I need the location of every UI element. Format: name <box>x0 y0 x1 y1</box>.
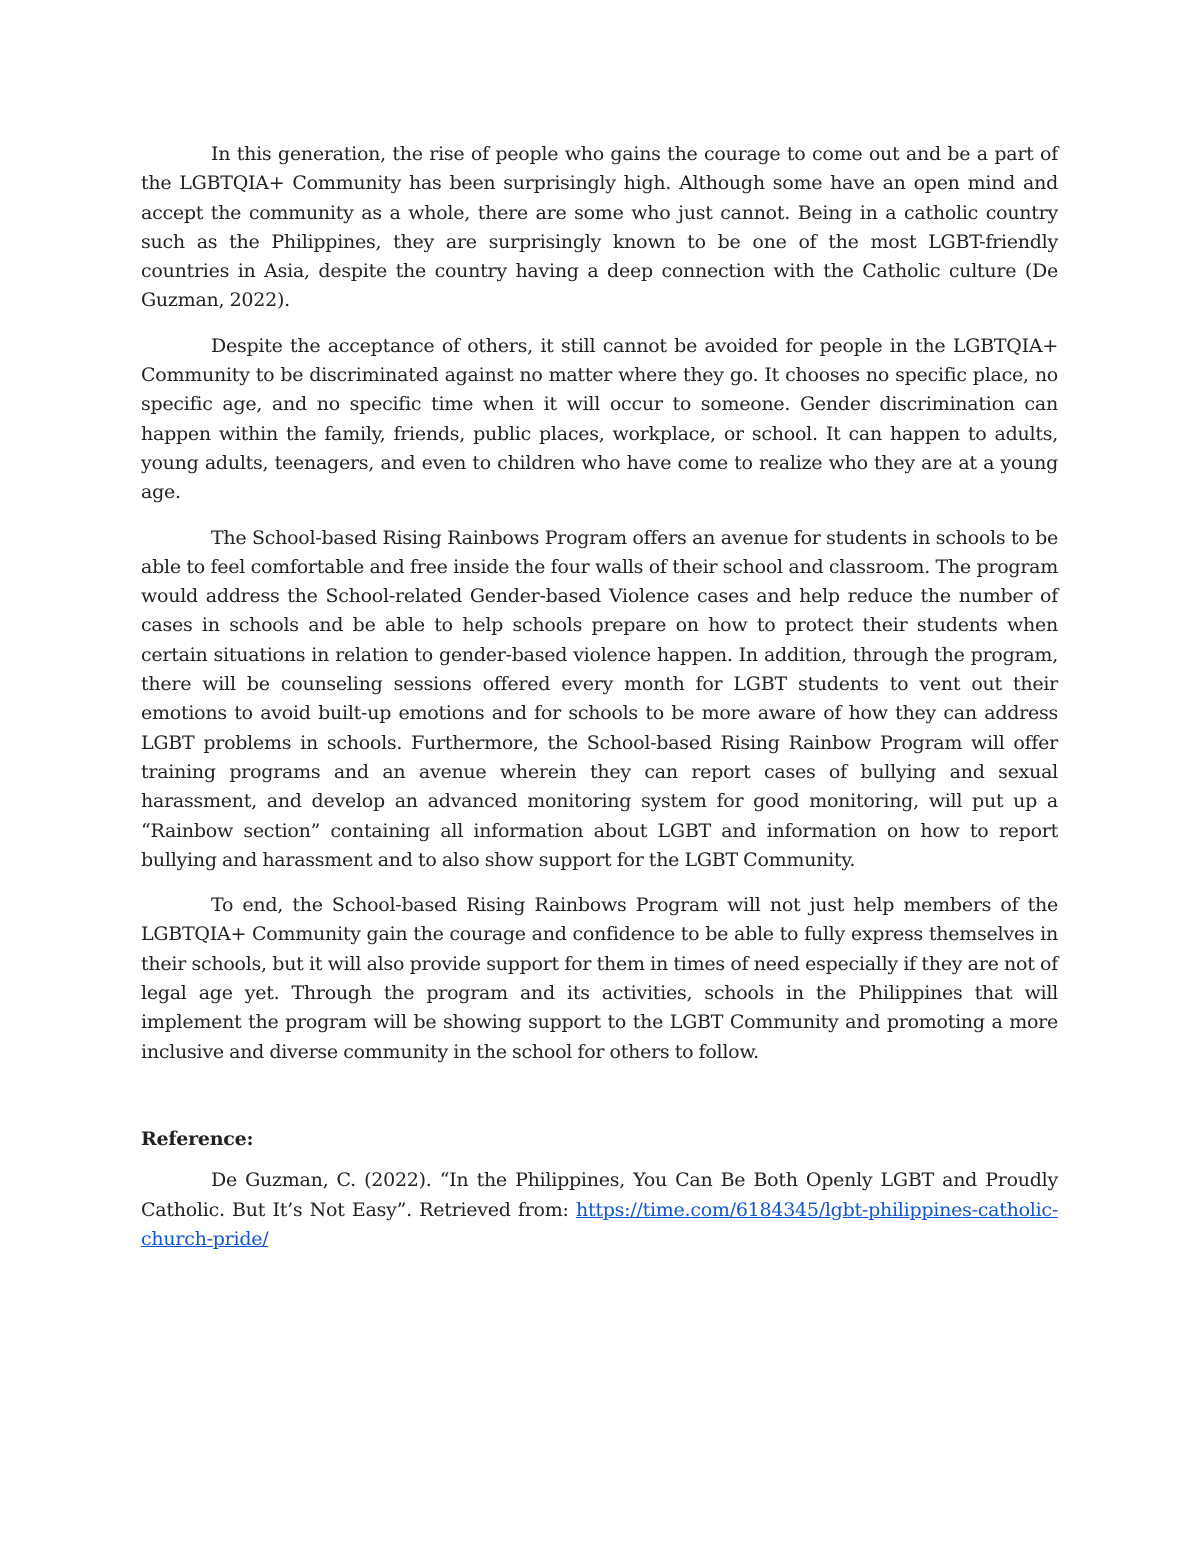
paragraph-discrimination: Despite the acceptance of others, it still cannot be avoided for people in the LGBTQIA+ Community to be discriminated against no matter where they go. It chooses no specific place, no specific age, and no specific time when it will occur to someone. Gender discrimination can happen within the family, friends, public places, workplace, or school. It can happen to adults, young adults, teenagers, and even to children who have come to realize who they are at a young age. <box>141 334 1058 504</box>
paragraph-program: The School-based Rising Rainbows Program offers an avenue for students in schools to be able to feel comfortable and free inside the four walls of their school and classroom. The program would address the School-related Gender-based Violence cases and help reduce the number of cases in schools and be able to help schools prepare on how to protect their students when certain situations in relation to gender-based violence happen. In addition, through the program, there will be counseling sessions offered every month for LGBT students to vent out their emotions to avoid built-up emotions and for schools to be more aware of how they can address LGBT problems in schools. Furthermore, the School-based Rising Rainbow Program will offer training programs and an avenue wherein they can report cases of bullying and sexual harassment, and develop an advanced monitoring system for good monitoring, will put up a “Rainbow section” containing all information about LGBT and information on how to report bullying and harassment and to also show support for the LGBT Community. <box>141 526 1058 871</box>
paragraph-intro: In this generation, the rise of people who gains the courage to come out and be a part of the LGBTQIA+ Community has been surprisingly high. Although some have an open mind and accept the community as a whole, there are some who just cannot. Being in a catholic country such as the Philippines, they are surprisingly known to be one of the most LGBT-friendly countries in Asia, despite the country having a deep connection with the Catholic culture (De Guzman, 2022). <box>141 143 1058 312</box>
reference-heading: Reference: <box>141 1127 254 1150</box>
reference-entry <box>141 1166 1058 1254</box>
reference-link[interactable]: https://time.com/6184345/lgbt-philippines-catholic-church-pride/ <box>141 1198 1058 1250</box>
reference-citation: De Guzman, C. (2022). “In the Philippines, You Can Be Both Openly LGBT and Proudly Catholic. But It’s Not Easy”. Retrieved from: <box>141 1169 1058 1221</box>
paragraph-conclusion: To end, the School-based Rising Rainbows Program will not just help members of the LGBTQIA+ Community gain the courage and confidence to be able to fully express themselves in their schools, but it will also provide support for them in times of need especially if they are not of legal age yet. Through the program and its activities, schools in the Philippines that will implement the program will be showing support to the LGBT Community and promoting a more inclusive and diverse community in the school for others to follow. <box>141 894 1058 1063</box>
document-page <box>141 140 1058 1254</box>
